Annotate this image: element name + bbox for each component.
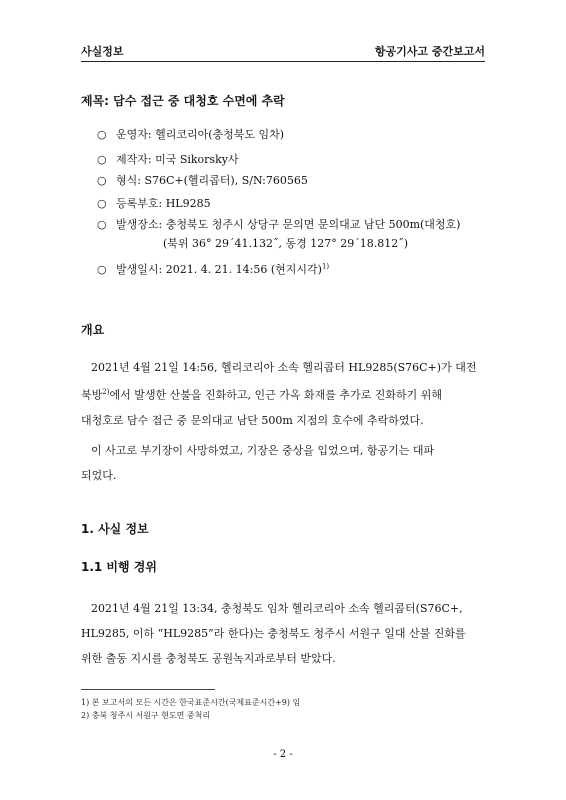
overview-heading: 개요 <box>81 323 105 337</box>
overview-paragraph-1: 2021년 4월 21일 14:56, 헬리코리아 소속 헬리콥터 HL9285(S76C+)가 대전 북방$^{2)}$에서 발생한 산불을 진화하고, 인근 가옥 화재를 추가로 진화하기 위해 대청호로 담수 접근 중 문의대교 남단 500m 지점의 호수에 추락하였다. <box>81 361 477 427</box>
section-1-1-heading: 1.1 비행 경위 <box>81 560 157 574</box>
info-manufacturer: ○ 제작자: 미국 Sikorsky사 <box>97 153 239 166</box>
page-header <box>81 43 485 63</box>
page-number: - 2 - <box>273 749 293 760</box>
header-divider <box>81 61 485 62</box>
header-left: 사실정보 <box>81 45 124 58</box>
footnote-ref-1[interactable]: 1) <box>321 262 330 271</box>
info-location: ○ 발생장소: 충청북도 청주시 상당구 문의면 문의대교 남단 500m(대청호) <box>97 218 461 231</box>
section-1-heading: 1. 사실 정보 <box>81 522 149 536</box>
overview-paragraph-2: 이 사고로 부기장이 사망하였고, 기장은 중상을 입었으며, 항공기는 대파 되었다. <box>81 444 435 482</box>
info-datetime: ○ 발생일시: 2021. 4. 21. 14:56 (현지시각)$^{1)}$ <box>97 262 330 276</box>
info-coordinates: (북위 36° 29´41.132˝, 동경 127° 29´18.812˝) <box>163 237 409 250</box>
flight-history-paragraph: 2021년 4월 21일 13:34, 충청북도 임차 헬리코리아 소속 헬리콥터(S76C+, HL9285, 이하 “HL9285”라 한다)는 충청북도 청주시 서원구 일대 산불 진화를 위한 출동 지시를 충청북도 공원녹지과로부터 받았다. <box>81 602 466 665</box>
info-operator: ○ 운영자: 헬리코리아(충청북도 임차) <box>97 128 285 141</box>
footnote-1: 1) 본 보고서의 모든 시간은 한국표준시간(국제표준시간+9) 임 <box>81 698 301 707</box>
footnote-ref-2[interactable]: 2) <box>102 388 110 396</box>
header-right: 항공기사고 중간보고서 <box>374 45 485 58</box>
report-title: 제목: 담수 접근 중 대청호 수면에 추락 <box>81 94 285 108</box>
footnote-2: 2) 충북 청주시 서원구 현도면 중척리 <box>81 711 211 720</box>
footnote-divider <box>81 689 215 690</box>
info-model: ○ 형식: S76C+(헬리콥터), S/N:760565 <box>97 174 308 187</box>
info-registration: ○ 등록부호: HL9285 <box>97 197 211 210</box>
